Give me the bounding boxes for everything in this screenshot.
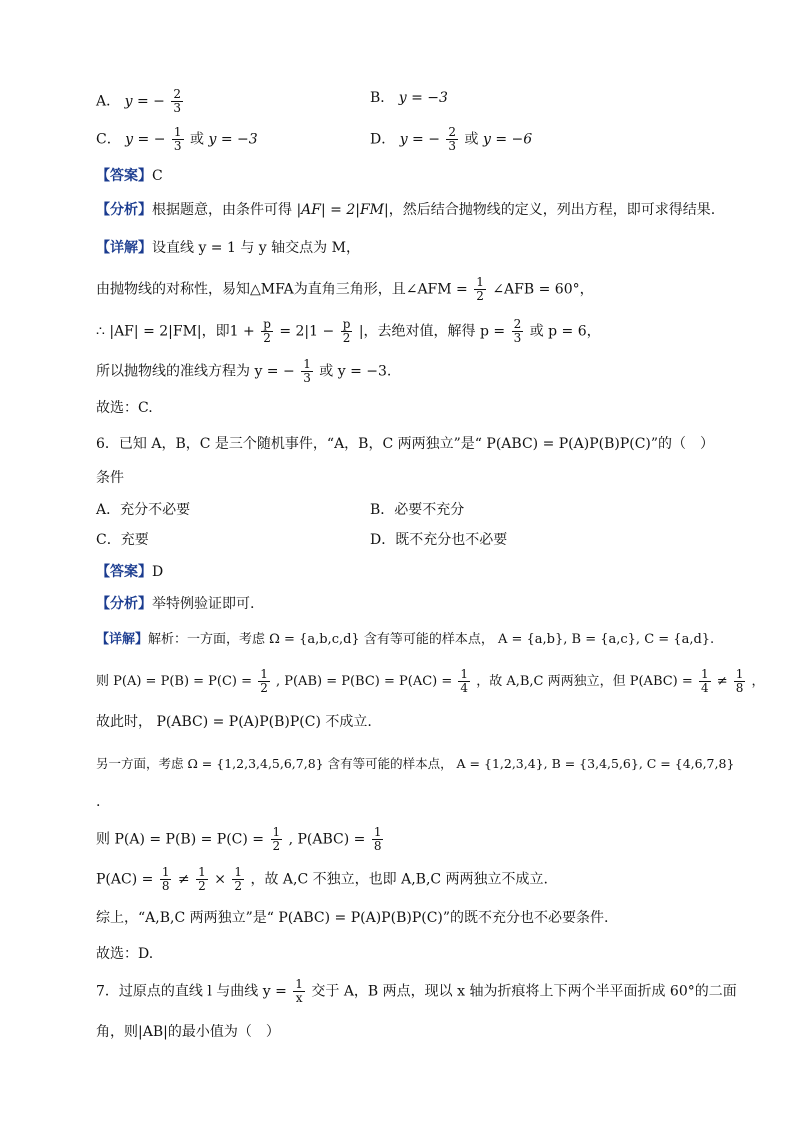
q5-option-a[interactable]: A． y = − $\frac{2}{3}$ bbox=[96, 87, 181, 115]
fraction: $\frac{2}{3}$ bbox=[448, 125, 457, 153]
q6-detail-line-2: 则 P(A) = P(B) = P(C) = $\frac{1}{2}$ , P(AB) = P(BC) = P(AC) = $\frac{1}{4}$ ，故 A,B,C 两两独立，但 P(ABC) = $\frac{1}{4}$ ≠ $\frac{1}{8}$ ， bbox=[96, 667, 765, 695]
q6-choose: 故选：D. bbox=[96, 946, 154, 962]
q6-option-c[interactable]: C．充要 bbox=[96, 532, 149, 548]
q5-detail-line-3: ∴ |AF| = 2|FM|，即1 + $\frac{p}{2}$ = 2|1 − $\frac{p}{2}$ |，去绝对值，解得 p = $\frac{2}{3}$ 或 p = 6， bbox=[96, 317, 601, 345]
q5-option-d[interactable]: D． y = − $\frac{2}{3}$ 或 y = −6 bbox=[370, 125, 533, 153]
q6-analysis: 【分析】举特例验证即可. bbox=[96, 596, 255, 612]
q5-answer: 【答案】C bbox=[96, 168, 163, 184]
q6-detail-line-4: 另一方面，考虑 Ω = {1,2,3,4,5,6,7,8} 含有等可能的样本点， A = {1,2,3,4}, B = {3,4,5,6}, C = {4,6,7,8} bbox=[96, 756, 735, 771]
q6-detail-line-6: 则 P(A) = P(B) = P(C) = $\frac{1}{2}$ , P(ABC) = $\frac{1}{8}$ bbox=[96, 825, 382, 853]
q5-analysis: 【分析】根据题意，由条件可得 |AF| = 2|FM|，然后结合抛物线的定义，列出方程，即可求得结果. bbox=[96, 202, 716, 218]
q6-detail-line-3: 故此时， P(ABC) = P(A)P(B)P(C) 不成立. bbox=[96, 714, 372, 730]
q5-detail-line-2: 由抛物线的对称性，易知△MFA为直角三角形，且∠AFM = $\frac{1}{2}$ ∠AFB = 60°， bbox=[96, 275, 594, 303]
q5-option-c[interactable]: C． y = − $\frac{1}{3}$ 或 y = −3 bbox=[96, 125, 258, 153]
q6-detail-line-5: . bbox=[96, 794, 101, 810]
q6-stem-line-2: 条件 bbox=[96, 470, 124, 486]
q6-option-b[interactable]: B．必要不充分 bbox=[370, 502, 465, 518]
q6-detail-line-7: P(AC) = $\frac{1}{8}$ ≠ $\frac{1}{2}$ × $\frac{1}{2}$ ，故 A,C 不独立，也即 A,B,C 两两独立不成立. bbox=[96, 865, 549, 893]
q6-answer: 【答案】D bbox=[96, 564, 164, 580]
q6-summary: 综上，“A,B,C 两两独立”是“ P(ABC) = P(A)P(B)P(C)”的既不充分也不必要条件. bbox=[96, 910, 609, 926]
q7-stem-line-1: 7．过原点的直线 l 与曲线 y = $\frac{1}{x}$ 交于 A，B 两点，现以 x 轴为折痕将上下两个半平面折成 60°的二面 bbox=[96, 977, 737, 1005]
fraction: $\frac{2}{3}$ bbox=[173, 87, 181, 115]
q5-detail-line-1: 【详解】设直线 y = 1 与 y 轴交点为 M， bbox=[96, 240, 360, 256]
q6-stem-line-1: 6．已知 A，B，C 是三个随机事件，“A，B，C 两两独立”是“ P(ABC) = P(A)P(B)P(C)”的（ ） bbox=[96, 436, 715, 452]
fraction: $\frac{1}{3}$ bbox=[173, 125, 182, 153]
q6-option-d[interactable]: D．既不充分也不必要 bbox=[370, 532, 508, 548]
q7-stem-line-2: 角，则|AB|的最小值为（ ） bbox=[96, 1024, 280, 1040]
q5-option-b[interactable]: B． y = −3 bbox=[370, 90, 448, 106]
q5-choose: 故选：C. bbox=[96, 400, 153, 416]
q5-detail-line-4: 所以抛物线的准线方程为 y = − $\frac{1}{3}$ 或 y = −3. bbox=[96, 357, 392, 385]
q6-option-a[interactable]: A．充分不必要 bbox=[96, 502, 191, 518]
q6-detail-line-1: 【详解】解析：一方面，考虑 Ω = {a,b,c,d} 含有等可能的样本点， A = {a,b}, B = {a,c}, C = {a,d}. bbox=[96, 632, 715, 647]
